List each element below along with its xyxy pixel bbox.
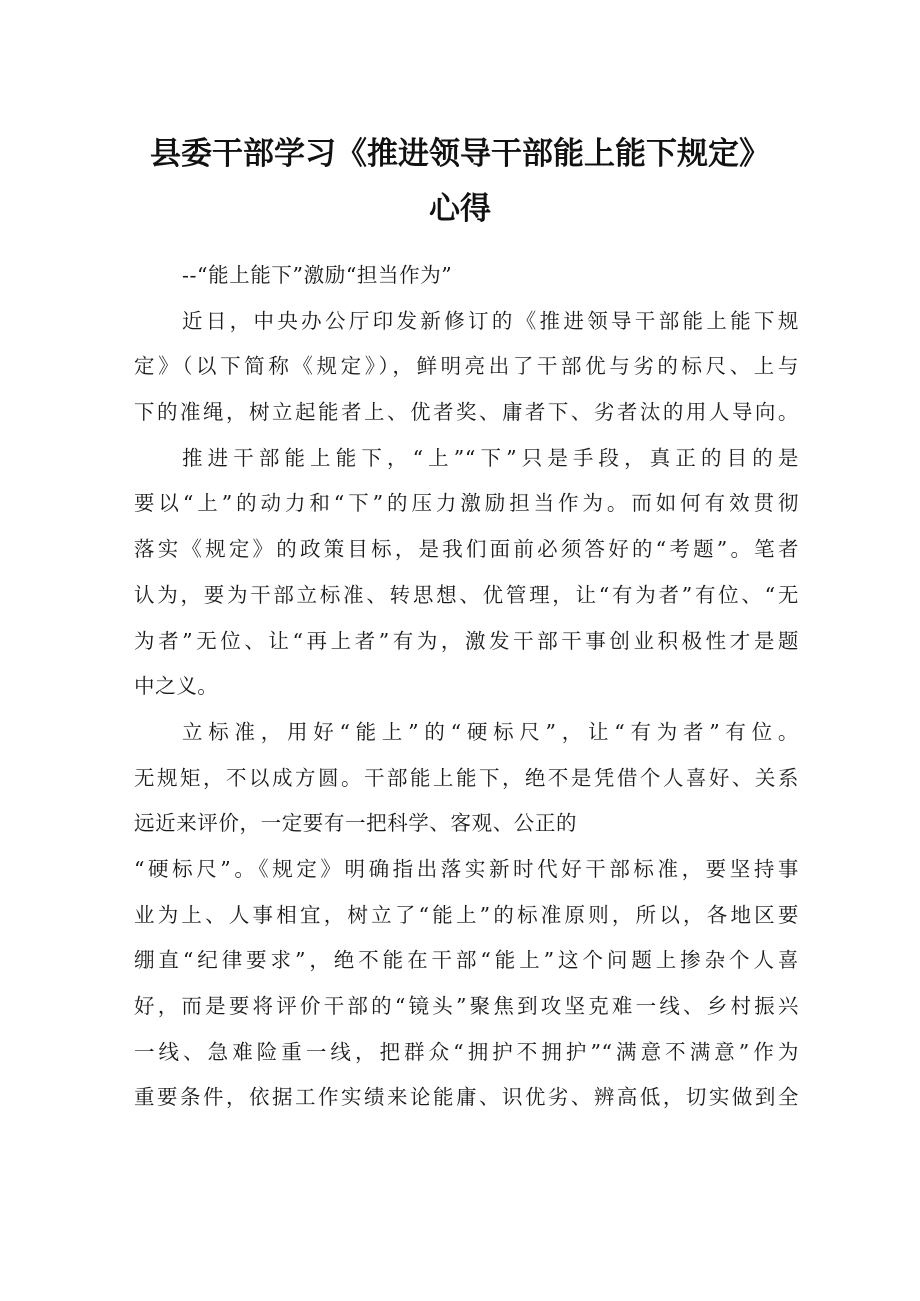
paragraph-1-line-2: 定》（以下简称《规定》），鲜明亮出了干部优与劣的标尺、上与: [134, 354, 799, 379]
paragraph-2-line-3: 落实《规定》的政策目标，是我们面前必须答好的“考题”。笔者: [134, 537, 799, 562]
document-title-line-2: 心得: [429, 191, 491, 227]
paragraph-3-line-1: 立标准，用好“能上”的“硬标尺”，让“有为者”有位。: [182, 719, 799, 744]
paragraph-2-line-1: 推进干部能上能下，“上”“下”只是手段，真正的目的是: [182, 445, 799, 470]
paragraph-3-line-6: 绷直“纪律要求”，绝不能在干部“能上”这个问题上掺杂个人喜: [134, 948, 799, 973]
paragraph-1-line-1: 近日，中央办公厅印发新修订的《推进领导干部能上能下规: [182, 308, 799, 333]
paragraph-3-line-4: “硬标尺”。《规定》明确指出落实新时代好干部标准，要坚持事: [134, 856, 799, 881]
paragraph-2-line-5: 为者”无位、让“再上者”有为，激发干部干事创业积极性才是题: [134, 628, 799, 653]
paragraph-3-line-8: 一线、急难险重一线，把群众“拥护不拥护”“满意不满意”作为: [134, 1039, 799, 1064]
paragraph-3-line-7: 好，而是要将评价干部的“镜头”聚焦到攻坚克难一线、乡村振兴: [134, 994, 799, 1018]
document-title-line-1: 县委干部学习《推进领导干部能上能下规定》: [150, 136, 770, 172]
paragraph-3-line-9: 重要条件，依据工作实绩来论能庸、识优劣、辨高低，切实做到全: [134, 1085, 799, 1110]
paragraph-1-line-3: 下的准绳，树立起能者上、优者奖、庸者下、劣者汰的用人导向。: [134, 400, 799, 425]
paragraph-2-line-4: 认为，要为干部立标准、转思想、优管理，让“有为者”有位、“无: [134, 582, 799, 607]
subtitle-line: --“能上能下”激励“担当作为”: [182, 263, 453, 287]
paragraph-3-line-5: 业为上、人事相宜，树立了“能上”的标准原则，所以，各地区要: [134, 902, 799, 927]
paragraph-2-line-6: 中之义。: [134, 674, 219, 699]
paragraph-2-line-2: 要以“上”的动力和“下”的压力激励担当作为。而如何有效贯彻: [134, 491, 799, 516]
paragraph-3-line-3: 远近来评价，一定要有一把科学、客观、公正的: [134, 811, 578, 836]
document-body: [134, 253, 799, 1121]
paragraph-3-line-2: 无规矩，不以成方圆。干部能上能下，绝不是凭借个人喜好、关系: [134, 765, 799, 790]
